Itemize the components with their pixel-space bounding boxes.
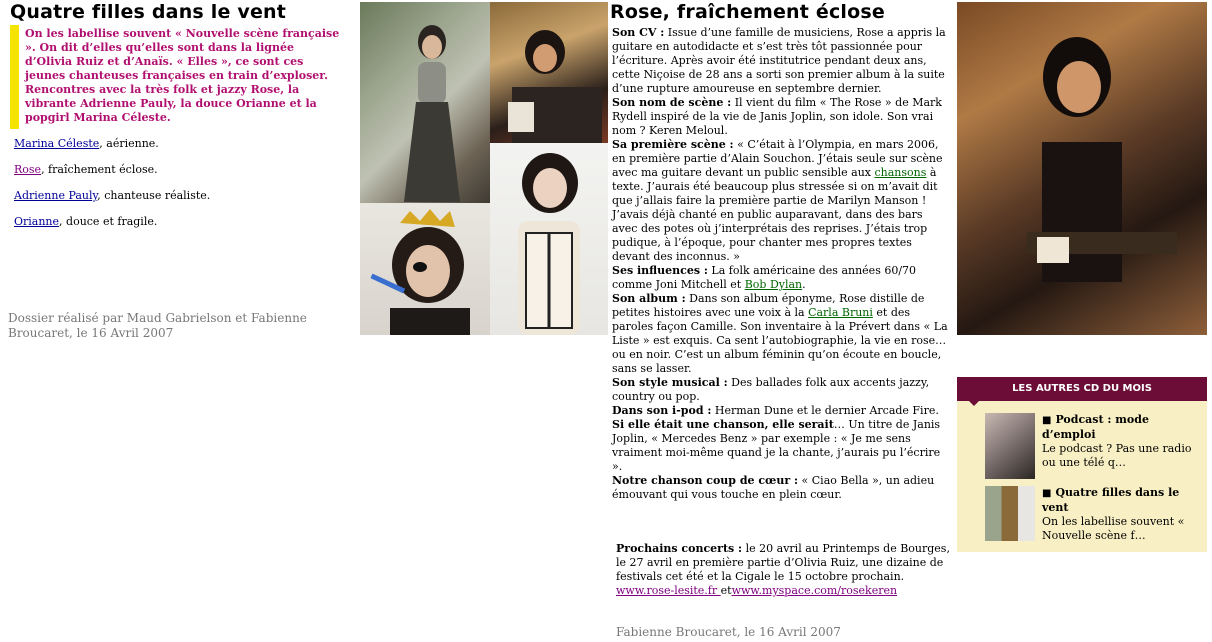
list-item-title[interactable]: Quatre filles dans le vent — [1042, 486, 1180, 514]
carla-bruni-link[interactable]: Carla Bruni — [808, 306, 873, 319]
photo-marina[interactable] — [360, 2, 490, 203]
photo-rose-large[interactable] — [957, 2, 1207, 335]
bullet-icon: ■ — [1042, 415, 1052, 426]
cv-text: Issue d’une famille de musiciens, Rose a appris la guitare en autodidacte et s’est très tôt passionnée pour l’écriture. Après avoir été institutrice pendant deux ans, cette Niçoise de 28 ans a sorti son premier album à la suite d’une rupture amoureuse en septembre dernier. — [612, 26, 946, 95]
page-title: Quatre filles dans le vent — [10, 1, 287, 23]
ipod-label: Dans son i-pod : — [612, 404, 712, 417]
photo-marina-figure — [360, 2, 490, 203]
artist-link-adrienne[interactable]: Adrienne Pauly — [14, 189, 98, 202]
artist-link-rose[interactable]: Rose — [14, 163, 42, 176]
list-item[interactable] — [985, 413, 1199, 479]
first-stage-text: « C’était à l’Olympia, en mars 2006, en première partie d’Alain Souchon. J’étais seule sur scène avec ma guitare devant un public sensible aux — [612, 138, 943, 179]
photo-adrienne[interactable] — [360, 203, 490, 335]
list-item[interactable] — [985, 486, 1199, 543]
other-cds-list — [957, 401, 1207, 552]
list-item-body: On les labellise souvent « Nouvelle scène f… — [1042, 515, 1185, 542]
artist-desc: , chanteuse réaliste. — [97, 189, 211, 202]
other-cds-heading — [957, 377, 1207, 401]
artist-link-row — [14, 137, 350, 150]
artist-link-orianne[interactable]: Orianne — [14, 215, 60, 228]
album-text-2: et des paroles façon Camille. Son inventaire à la Prévert dans « La Liste » est exquis. Ca sent l’autobiographie, la vie en rose… ou en noir. C’est un album féminin qu’on écoute en boucle, sans se lasser. — [612, 306, 948, 375]
influences-end: . — [802, 278, 806, 291]
intro-accent-bar — [10, 25, 19, 129]
scene-name-label: Son nom de scène : — [612, 96, 732, 109]
quatre-filles-thumbnail[interactable] — [985, 486, 1035, 541]
photo-rose-small[interactable] — [490, 2, 608, 143]
album-label: Son album : — [612, 292, 686, 305]
style-label: Son style musical : — [612, 376, 728, 389]
artist-desc: , fraîchement éclose. — [41, 163, 158, 176]
photo-rose-large-figure — [957, 2, 1207, 335]
ipod-text: Herman Dune et le dernier Arcade Fire. — [711, 404, 939, 417]
artist-link-marina[interactable]: Marina Céleste — [14, 137, 100, 150]
first-stage-text-2: à texte. J’aurais été beaucoup plus stressée si on m’avait dit que j’allais faire la première partie de Marilyn Manson ! J’avais déjà chanté en public auparavant, dans des bars avec des potes où j’interprétais des reprises. J’étais trop pudique, à l’époque, pour chanter mes propres textes devant des inconnus. » — [612, 166, 938, 263]
intro-block — [10, 25, 340, 129]
influences-text: La folk américaine des années 60/70 comme Joni Mitchell et — [612, 264, 917, 291]
dossier-credit: Dossier réalisé par Maud Gabrielson et Fabienne Broucaret, le 16 Avril 2007 — [8, 311, 307, 340]
artist-link-row — [14, 163, 350, 176]
myspace-link[interactable]: www.myspace.com/rosekeren — [731, 584, 898, 597]
favorite-text: « Ciao Bella », un adieu émouvant qui vous touche en plein cœur. — [612, 474, 935, 501]
podcast-thumbnail[interactable] — [985, 413, 1035, 479]
influences-label: Ses influences : — [612, 264, 708, 277]
song-text: … Un titre de Janis Joplin, « Mercedes Benz » par exemple : « Je me sens vraiment moi-même quand je la chante, j’aurais pu l’écrire ». — [612, 418, 941, 473]
other-cds-box — [957, 377, 1207, 552]
article-signature: Fabienne Broucaret, le 16 Avril 2007 — [616, 625, 841, 639]
concerts-block — [616, 542, 951, 598]
album-text: Dans son album éponyme, Rose distille de petites histoires avec une voix à la — [612, 292, 925, 319]
concerts-label: Prochains concerts : — [616, 542, 743, 555]
first-stage-label: Sa première scène : — [612, 138, 734, 151]
heading-notch — [969, 401, 979, 406]
cv-label: Son CV : — [612, 26, 665, 39]
concerts-text: le 20 avril au Printemps de Bourges, le 27 avril en première partie d’Olivia Ruiz, une dizaine de festivals cet été et la Cigale le 15 octobre prochain. — [616, 542, 950, 583]
list-item-text — [1042, 413, 1199, 479]
article-title: Rose, fraîchement éclose — [610, 1, 885, 23]
artist-link-row — [14, 189, 350, 202]
photo-orianne[interactable] — [490, 143, 608, 335]
bob-dylan-link[interactable]: Bob Dylan — [744, 278, 803, 291]
chansons-link[interactable]: chansons — [874, 166, 927, 179]
list-item-title[interactable]: Podcast : mode d’emploi — [1042, 413, 1149, 441]
bullet-icon: ■ — [1042, 488, 1052, 499]
photo-orianne-figure — [490, 143, 608, 335]
rose-site-link[interactable]: www.rose-lesite.fr — [616, 584, 721, 597]
intro-column — [10, 0, 350, 241]
style-text: Des ballades folk aux accents jazzy, country ou pop. — [612, 376, 930, 403]
intro-text: On les labellise souvent « Nouvelle scène française ». On dit d’elles qu’elles sont dans la lignée d’Olivia Ruiz et d’Anaïs. « Elles », ce sont ces jeunes chanteuses françaises en train d’exploser. Rencontres avec la très folk et jazzy Rose, la vibrante Adrienne Pauly, la douce Orianne et la popgirl Marina Céleste. — [25, 27, 340, 124]
photo-rose-small-figure — [490, 2, 608, 143]
article-body — [612, 26, 948, 502]
song-label: Si elle était une chanson, elle serait — [612, 418, 834, 431]
artist-desc: , douce et fragile. — [59, 215, 158, 228]
article-rose — [610, 0, 948, 502]
other-cds-heading-text: LES AUTRES CD DU MOIS — [1012, 383, 1152, 394]
and-text: et — [720, 584, 732, 597]
list-item-text — [1042, 486, 1199, 543]
artist-desc: , aérienne. — [99, 137, 159, 150]
scene-name-text: Il vient du film « The Rose » de Mark Rydell inspiré de la vie de Janis Joplin, son idole. Son vrai nom ? Keren Meloul. — [612, 96, 942, 137]
list-item-body: Le podcast ? Pas une radio ou une télé q… — [1042, 442, 1192, 469]
photo-adrienne-figure — [360, 203, 490, 335]
artist-links — [14, 137, 350, 228]
artist-link-row — [14, 215, 350, 228]
favorite-label: Notre chanson coup de cœur : — [612, 474, 799, 487]
